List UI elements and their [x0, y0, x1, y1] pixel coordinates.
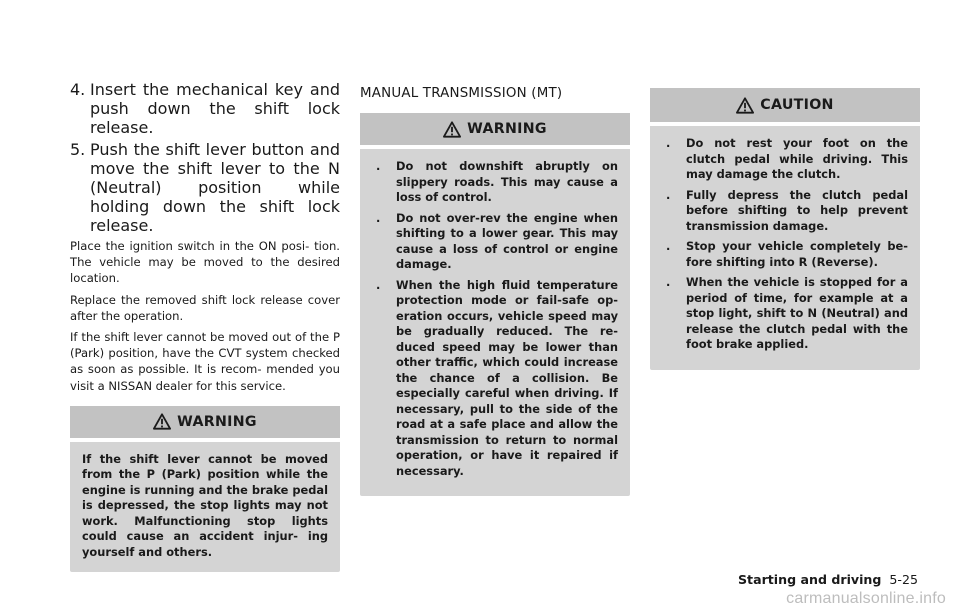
- list-item: . Do not over-rev the engine when shifting to a lower gear. This may cause a loss of control or engine damage.: [372, 211, 618, 273]
- step-text: Insert the mechanical key and push down the shift lock release.: [90, 80, 340, 137]
- warning-triangle-icon: [153, 413, 171, 430]
- list-item: . Stop your vehicle completely be‐ fore shifting into R (Reverse).: [662, 239, 908, 270]
- column-left: [70, 80, 340, 572]
- step-4: [70, 80, 340, 137]
- warning-header: [70, 406, 340, 442]
- step-number: 4.: [70, 80, 86, 99]
- column-right: [650, 88, 920, 370]
- list-item: . When the vehicle is stopped for a period of time, for example at a stop light, shift to N (Neutral) and release the clutch pedal with the foot brake applied.: [662, 275, 908, 353]
- section-name: Starting and driving: [737, 572, 882, 587]
- caution-body: [650, 126, 920, 370]
- warning-box: [360, 113, 630, 496]
- column-middle: [360, 80, 630, 496]
- bullet: .: [666, 136, 671, 150]
- page-footer: [738, 572, 918, 587]
- step-number: 5.: [70, 140, 86, 159]
- warning-box: [70, 406, 340, 573]
- caution-list: [662, 136, 908, 353]
- warning-header: [360, 113, 630, 149]
- step-text: Push the shift lever button and move the shift lever to the N (Neutral) position while holding down the shift lock release.: [90, 140, 340, 235]
- warning-body: [70, 442, 340, 573]
- warning-body: [360, 149, 630, 496]
- list-item: . Do not downshift abruptly on slippery roads. This may cause a loss of control.: [372, 159, 618, 206]
- list-item: . When the high fluid temperature protection mode or fail-safe op‐ eration occurs, vehicle speed may be gradually reduced. The re‐ duced speed may be lower than other traffic, which could increase the chance of a collision. Be especially careful when driving. If necessary, pull to the side of the road at a safe place and allow the transmission to return to normal operation, or have it repaired if necessary.: [372, 278, 618, 480]
- list-item: . Do not rest your foot on the clutch pedal while driving. This may damage the clutch.: [662, 136, 908, 183]
- warning-title: WARNING: [467, 121, 547, 137]
- paragraph-cvt-check: If the shift lever cannot be moved out of the P (Park) position, have the CVT system checked as soon as possible. It is recom‐ mended you visit a NISSAN dealer for this service.: [70, 330, 340, 393]
- section-heading: MANUAL TRANSMISSION (MT): [360, 86, 563, 101]
- caution-box: [650, 88, 920, 370]
- page-number: 5-25: [889, 572, 918, 587]
- bullet: .: [376, 277, 381, 292]
- warning-text: If the shift lever cannot be moved from the P (Park) position while the engine is running and the brake pedal is depressed, the stop lights may not work. Malfunctioning stop lights could cause an accident injur‐ ing yourself and others.: [82, 451, 328, 559]
- warning-list: [372, 159, 618, 479]
- bullet: .: [376, 210, 381, 225]
- step-5: [70, 140, 340, 235]
- paragraph-ignition: Place the ignition switch in the ON posi‐ tion. The vehicle may be moved to the desired location.: [70, 239, 340, 286]
- bullet: .: [376, 159, 381, 173]
- warning-title: WARNING: [177, 413, 257, 430]
- bullet: .: [666, 239, 671, 253]
- bullet: .: [666, 275, 671, 289]
- caution-header: [650, 88, 920, 126]
- watermark: carmanualsonline.info: [786, 590, 946, 607]
- paragraph-replace-cover: Replace the removed shift lock release cover after the operation.: [70, 292, 340, 323]
- list-item: . Fully depress the clutch pedal before shifting to help prevent transmission damage.: [662, 188, 908, 235]
- warning-triangle-icon: [736, 97, 754, 114]
- warning-triangle-icon: [443, 121, 461, 138]
- caution-title: CAUTION: [760, 97, 834, 113]
- bullet: .: [666, 187, 671, 202]
